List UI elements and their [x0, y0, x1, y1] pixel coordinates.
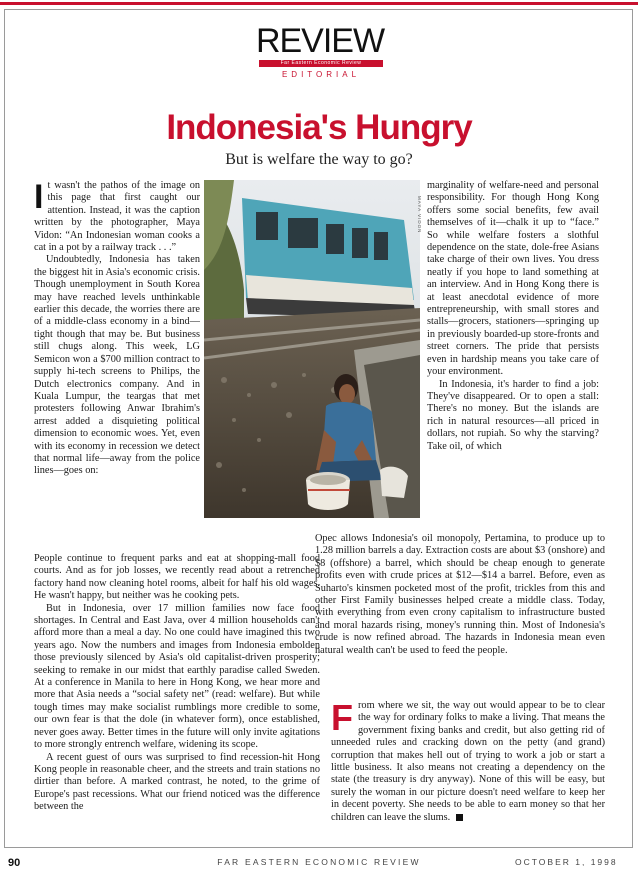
- paragraph: A recent guest of ours was surprised to find recession-hit Hong Kong people in reasonable cheer, and the streets and train stations no dirtier than before. A marked contrast, he noted, to the grime of Europe's past recessions. What our friend noticed was the difference between the: [34, 751, 320, 813]
- paragraph: Opec allows Indonesia's oil monopoly, Pertamina, to produce up to 1.28 million barrels a day. Extraction costs are about $3 (onshore) and $8 (offshore) a barrel, which should be cheap enough to generate profits even with crude prices at $12—$14 a barrel. Before, even as Suharto's kinsmen pocketed most of the profit, trickles from this and other First Family businesses helped create a middle class. Today, with everything from even crony capitalism to infrastructure busted and moral hazards rising, money's running thin. Most of Indonesia's crude is now refined abroad. The hazards in Indonesia mean even natural wealth can't be used to feed the people.: [315, 533, 605, 656]
- photo-credit: MAYA VIDON: [417, 196, 422, 234]
- end-mark-icon: [456, 814, 463, 821]
- article-photo: [204, 180, 420, 518]
- issue-date: OCTOBER 1, 1998: [515, 857, 618, 867]
- paragraph: Undoubtedly, Indonesia has taken the biggest hit in Asia's economic crisis. Though unemployment in South Korea may have reached levels unthinkable earlier this decade, the worries there are of a middle-class economy in a bind—tight though that may be. But business still chugs along. This week, LG Semicon won a $700 million contract to supply hi-tech screens to Philips, the Dutch electronics company. And in Kuala Lumpur, the teargas that met protesters following Anwar Ibrahim's arrest added a disquieting political dimension to economic woes. Yet, even with its economy in recession we detect that normal life—away from the police lines—goes on:: [34, 254, 200, 477]
- masthead-title: REVIEW: [255, 22, 385, 60]
- paragraph: In Indonesia, it's harder to find a job: They've disappeared. Or to open a stall: There's no money. But the islands are rich in natural resources—all priced in dollars, not rupiah. So why the starving? Take oil, of which: [427, 378, 599, 452]
- drop-cap: F: [331, 700, 353, 738]
- paragraph-text: rom where we sit, the way out would appear to be to clear the way for ordinary folks to make a living. That means the government fixing banks and credit, but also getting rid of unneeded rules and cracking down on the petty (and grand) corruption that makes hell out of trying to work a job or start a little business. It also means not creating a dependency on the state (the treasury is dry anyway). None of this will be easy, but surely the woman in our picture doesn't need welfare to keep her in decent poverty. She needs to be able to earn money so that her children can leave the slums.: [331, 700, 605, 823]
- paragraph: [34, 180, 200, 254]
- paragraph: marginality of welfare-need and personal responsibility. For though Hong Kong offers some social benefits, few avail themselves of it—chalk it up to “face.” So while welfare fosters a slothful dependence on the state, dole-free Asians take charge of their own lives. You dress neatly if you hope to land something at an interview. And in Hong Kong there is at least anecdotal evidence of more entrepreneurship, with small stores and stalls—grocers, stationers—springing up in previously boarded-up store-fronts and street corners. The pride that persists even in hardship means you take care of your environment.: [427, 180, 599, 378]
- railway-woman-photo: [204, 180, 420, 518]
- bottom-right-column: [315, 533, 605, 693]
- paragraph: People continue to frequent parks and eat at shopping-mall food courts. And as for job losses, we recently read about a retrenched factory hand now cleaning hotel rooms, albeit for half his old wages. He wasn't happy, but neither was he cooking pets.: [34, 553, 320, 602]
- deck: But is welfare the way to go?: [225, 151, 413, 168]
- paragraph-text: t wasn't the pathos of the image on this page that first caught our attention. Instead, it was the caption written by the photographer, Maya Vidon: “An Indonesian woman cooks a cat in a pot by a railway track . . .”: [34, 180, 200, 254]
- paragraph: [331, 700, 605, 824]
- left-column: [34, 180, 200, 553]
- headline: Indonesia's Hungry: [166, 108, 472, 147]
- right-column: [427, 180, 599, 533]
- section-label: EDITORIAL: [281, 70, 361, 79]
- top-red-rule: [0, 2, 638, 5]
- paragraph: But in Indonesia, over 17 million families now face food shortages. In Central and East Java, over 4 million households can't afford more than a meal a day. No one could have imagined this two years ago. Now the numbers and images from Indonesia embolden those previously silenced by Asia's old capitalist-driven prosperity; seeking to remake in our midst that earthly paradise called Sweden. At a conference in Manila to here in Hong Kong, we hear more and more that Asia needs a “social safety net” (read: welfare). But while tough times may make socialist rumblings more credible to some, our own fear is that the dole (in whatever form), once established, never goes away. Better times in the future will only invite agitations to more strongly entrench welfare, widening its scope.: [34, 602, 320, 751]
- page-number: 90: [8, 857, 21, 869]
- masthead-subtitle: Far Eastern Economic Review: [259, 60, 383, 67]
- closing-paragraph: [331, 700, 605, 840]
- drop-cap: I: [34, 180, 44, 216]
- publication-name: FAR EASTERN ECONOMIC REVIEW: [217, 857, 421, 867]
- bottom-left-column: [34, 553, 320, 838]
